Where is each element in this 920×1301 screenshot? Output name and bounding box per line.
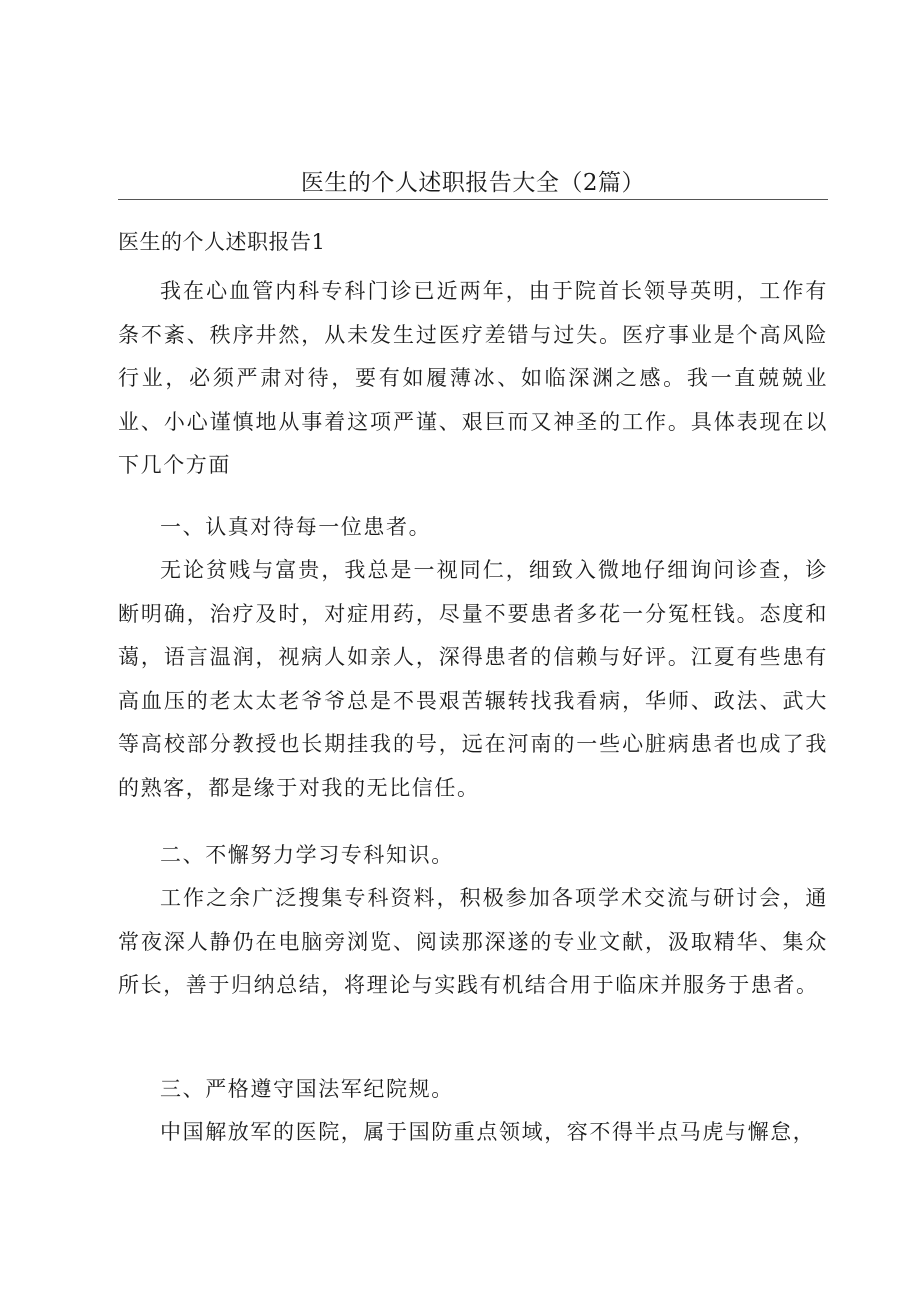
- point-heading-3: 三、严格遵守国法军纪院规。: [160, 1077, 454, 1101]
- paragraph-point-2: 工作之余广泛搜集专科资料，积极参加各项学术交流与研讨会，通常夜深人静仍在电脑旁浏览、阅读那深遂的专业文献，汲取精华、集众所长，善于归纳总结，将理论与实践有机结合用于临床并服务于患者。: [118, 886, 828, 997]
- paragraph-intro: 我在心血管内科专科门诊已近两年，由于院首长领导英明，工作有条不紊、秩序井然，从未发生过医疗差错与过失。医疗事业是个高风险行业，必须严肃对待，要有如履薄冰、如临深渊之感。我一直兢兢业业、小心谨慎地从事着这项严谨、艰巨而又神圣的工作。具体表现在以下几个方面: [118, 279, 828, 477]
- document-title: 医生的个人述职报告大全（2篇）: [300, 170, 646, 196]
- point-heading-1: 一、认真对待每一位患者。: [160, 515, 432, 539]
- paragraph-point-3: 中国解放军的医院，属于国防重点领域，容不得半点马虎与懈怠，: [160, 1120, 816, 1144]
- point-heading-2: 二、不懈努力学习专科知识。: [160, 843, 454, 867]
- paragraph-point-1: 无论贫贱与富贵，我总是一视同仁，细致入微地仔细询问诊查，诊断明确，治疗及时，对症用药，尽量不要患者多花一分冤枉钱。态度和蔼，语言温润，视病人如亲人，深得患者的信赖与好评。江夏有些患有高血压的老太太老爷爷总是不畏艰苦辗转找我看病，华师、政法、武大等高校部分教授也长期挂我的号，远在河南的一些心脏病患者也成了我的熟客，都是缘于对我的无比信任。: [118, 558, 828, 800]
- title-underline: [118, 199, 828, 200]
- section-heading: 医生的个人述职报告1: [118, 230, 326, 254]
